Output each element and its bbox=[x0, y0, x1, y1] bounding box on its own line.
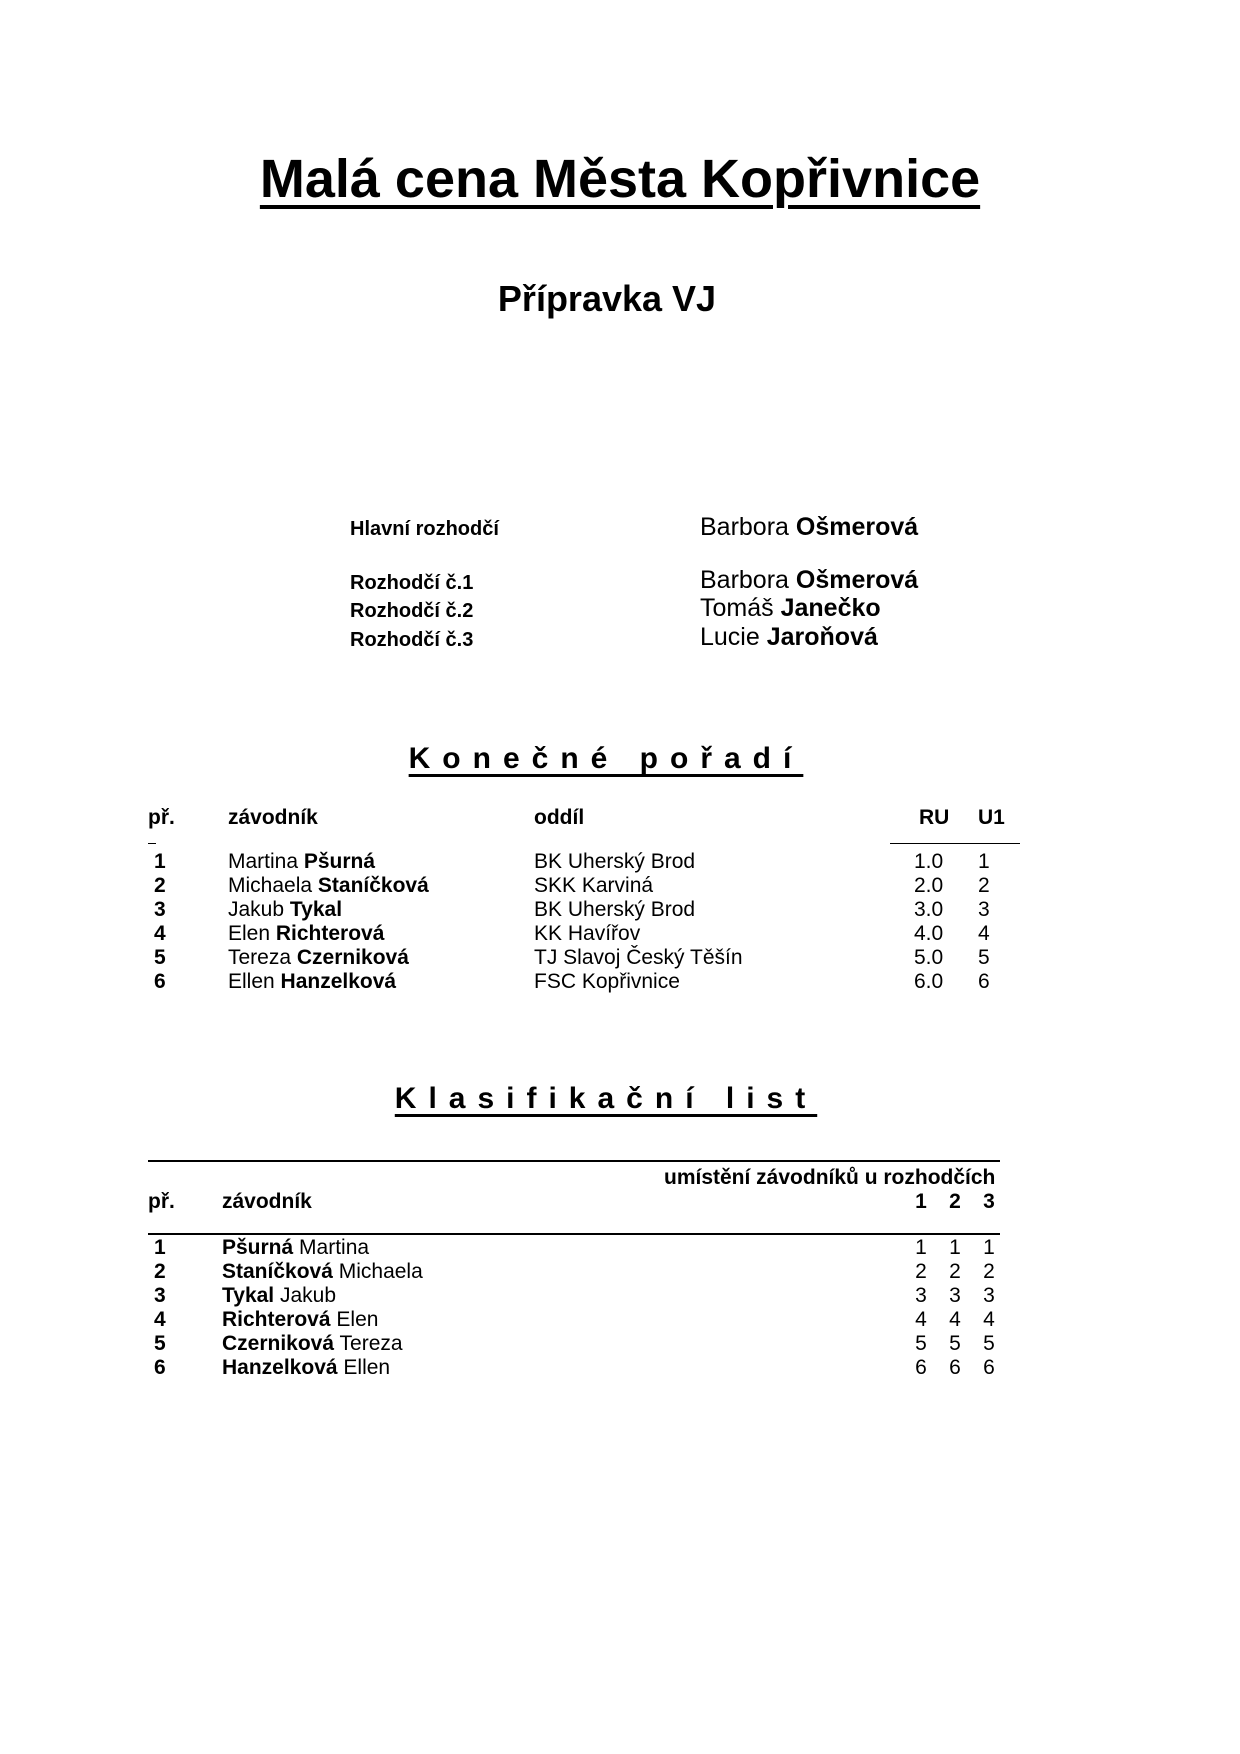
rank-cell: 2 bbox=[154, 1260, 166, 1283]
place-cell: 5 bbox=[915, 1332, 927, 1355]
divider bbox=[890, 843, 1020, 844]
rank-cell: 3 bbox=[154, 1284, 166, 1307]
official-label: Rozhodčí č.3 bbox=[350, 629, 474, 651]
place-cell: 5 bbox=[949, 1332, 961, 1355]
ru-cell: 5.0 bbox=[914, 946, 944, 969]
rank-cell: 4 bbox=[154, 922, 166, 945]
classification-title: Klasifikační list bbox=[394, 1082, 818, 1115]
place-cell: 2 bbox=[915, 1260, 927, 1283]
competitor-cell: Hanzelková Ellen bbox=[222, 1356, 391, 1379]
place-cell: 6 bbox=[949, 1356, 961, 1379]
col-header-judge-2: 2 bbox=[949, 1190, 961, 1213]
place-cell: 1 bbox=[915, 1236, 927, 1259]
official-name: Barbora Ošmerová bbox=[700, 566, 919, 594]
competitor-cell: Richterová Elen bbox=[222, 1308, 379, 1331]
competitor-cell: Tykal Jakub bbox=[222, 1284, 337, 1307]
divider bbox=[148, 1233, 1000, 1235]
u1-cell: 6 bbox=[978, 970, 990, 993]
rank-cell: 4 bbox=[154, 1308, 166, 1331]
page-subtitle: Přípravka VJ bbox=[497, 278, 717, 319]
col-header-competitor: závodník bbox=[228, 806, 318, 829]
place-cell: 2 bbox=[983, 1260, 995, 1283]
club-cell: FSC Kopřivnice bbox=[534, 970, 680, 993]
place-cell: 2 bbox=[949, 1260, 961, 1283]
ru-cell: 6.0 bbox=[914, 970, 944, 993]
competitor-cell: Jakub Tykal bbox=[228, 898, 343, 921]
competitor-cell: Pšurná Martina bbox=[222, 1236, 370, 1259]
place-cell: 3 bbox=[983, 1284, 995, 1307]
u1-cell: 4 bbox=[978, 922, 990, 945]
page-title: Malá cena Města Kopřivnice bbox=[259, 149, 981, 209]
club-cell: SKK Karviná bbox=[534, 874, 654, 897]
club-cell: KK Havířov bbox=[534, 922, 641, 945]
place-cell: 3 bbox=[949, 1284, 961, 1307]
u1-cell: 3 bbox=[978, 898, 990, 921]
competitor-cell: Michaela Staníčková bbox=[228, 874, 429, 897]
col-header-placements: umístění závodníků u rozhodčích bbox=[664, 1166, 996, 1189]
club-cell: BK Uherský Brod bbox=[534, 898, 696, 921]
col-header-ru: RU bbox=[919, 806, 950, 829]
ru-cell: 3.0 bbox=[914, 898, 944, 921]
competitor-cell: Elen Richterová bbox=[228, 922, 385, 945]
place-cell: 4 bbox=[915, 1308, 927, 1331]
place-cell: 3 bbox=[915, 1284, 927, 1307]
official-name: Tomáš Janečko bbox=[700, 594, 881, 622]
col-header-rank: př. bbox=[148, 1190, 175, 1213]
rank-cell: 6 bbox=[154, 970, 166, 993]
place-cell: 5 bbox=[983, 1332, 995, 1355]
ru-cell: 2.0 bbox=[914, 874, 944, 897]
official-label: Hlavní rozhodčí bbox=[350, 518, 499, 540]
place-cell: 6 bbox=[915, 1356, 927, 1379]
rank-cell: 5 bbox=[154, 1332, 166, 1355]
place-cell: 4 bbox=[983, 1308, 995, 1331]
divider bbox=[148, 1160, 1000, 1162]
u1-cell: 2 bbox=[978, 874, 990, 897]
ru-cell: 1.0 bbox=[914, 850, 944, 873]
competitor-cell: Ellen Hanzelková bbox=[228, 970, 397, 993]
rank-cell: 1 bbox=[154, 1236, 166, 1259]
u1-cell: 1 bbox=[978, 850, 990, 873]
place-cell: 4 bbox=[949, 1308, 961, 1331]
competitor-cell: Czerniková Tereza bbox=[222, 1332, 403, 1355]
u1-cell: 5 bbox=[978, 946, 990, 969]
rank-cell: 3 bbox=[154, 898, 166, 921]
ru-cell: 4.0 bbox=[914, 922, 944, 945]
col-header-club: oddíl bbox=[534, 806, 585, 829]
rank-cell: 1 bbox=[154, 850, 166, 873]
place-cell: 1 bbox=[949, 1236, 961, 1259]
official-name: Lucie Jaroňová bbox=[700, 623, 878, 651]
competitor-cell: Tereza Czerniková bbox=[228, 946, 409, 969]
club-cell: TJ Slavoj Český Těšín bbox=[534, 946, 743, 969]
competitor-cell: Martina Pšurná bbox=[228, 850, 376, 873]
divider bbox=[148, 843, 156, 844]
final-ranking-title: Konečné pořadí bbox=[408, 742, 804, 775]
col-header-competitor: závodník bbox=[222, 1190, 312, 1213]
competitor-cell: Staníčková Michaela bbox=[222, 1260, 423, 1283]
official-label: Rozhodčí č.2 bbox=[350, 600, 474, 622]
col-header-u1: U1 bbox=[978, 806, 1005, 829]
col-header-judge-1: 1 bbox=[915, 1190, 927, 1213]
place-cell: 6 bbox=[983, 1356, 995, 1379]
rank-cell: 5 bbox=[154, 946, 166, 969]
rank-cell: 2 bbox=[154, 874, 166, 897]
rank-cell: 6 bbox=[154, 1356, 166, 1379]
club-cell: BK Uherský Brod bbox=[534, 850, 696, 873]
col-header-judge-3: 3 bbox=[983, 1190, 995, 1213]
place-cell: 1 bbox=[983, 1236, 995, 1259]
official-label: Rozhodčí č.1 bbox=[350, 572, 474, 594]
official-name: Barbora Ošmerová bbox=[700, 513, 919, 541]
col-header-rank: př. bbox=[148, 806, 175, 829]
